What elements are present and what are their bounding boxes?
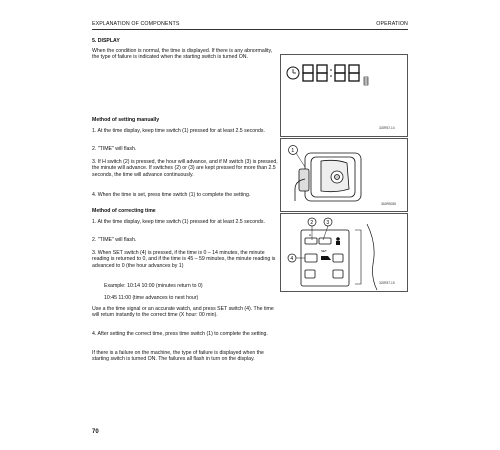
correcting-step-2: 2. "TIME" will flash. — [92, 237, 137, 243]
correcting-example-1: Example: 10:14 10:00 (minutes return to 0) — [104, 283, 203, 289]
callout-4-label: 4 — [290, 256, 294, 262]
section-intro: When the condition is normal, the time is displayed. If there is any abnormality, the type of failure is indicated when the starting switch is turned ON. — [92, 48, 273, 61]
set-switch-label: SET — [321, 249, 327, 253]
timer-switch-drawing — [281, 139, 407, 211]
clock-icon — [287, 67, 299, 79]
timer-switch-caption: 3A0R5035 — [381, 202, 397, 206]
callout-2-label: 2 — [310, 220, 314, 226]
correcting-step-1: 1. At the time display, keep time switch (1) pressed for at least 2.5 seconds. — [92, 219, 265, 225]
running-header-right: OPERATION — [376, 21, 408, 27]
cable-outline — [367, 224, 377, 290]
correcting-example-2: 10:45 11:00 (time advances to next hour) — [104, 295, 199, 301]
operator-icon — [336, 237, 340, 245]
h-switch-label: H — [309, 233, 312, 237]
header-rule — [92, 29, 408, 30]
display-panel-figure — [280, 54, 408, 137]
correction-panel-caption: 3J0R57-15 — [379, 281, 395, 285]
correcting-step-4: 4. After setting the correct time, press time switch (1) to complete the setting. — [92, 331, 268, 337]
manual-step-3: 3. If H switch (2) is pressed, the hour will advance, and if M switch (3) is pressed, the minute will advance. If switches (2) or (3) are kept pressed for more than 2.5 seconds, the time will advance continuously. — [92, 159, 278, 178]
running-header-left: EXPLANATION OF COMPONENTS — [92, 21, 180, 27]
manual-step-1: 1. At the time display, keep time switch (1) pressed for at least 2.5 seconds. — [92, 128, 265, 134]
bracket-outline — [355, 230, 361, 284]
failure-note: If there is a failure on the machine, the type of failure is displayed when the starting switch is turned ON. The failures all flash in turn on the display. — [92, 350, 264, 363]
switch-housing — [295, 153, 361, 201]
timer-switch-figure — [280, 138, 408, 212]
bar-gauge-icon — [364, 77, 368, 85]
correcting-step-3: 3. When SET switch (4) is pressed, if the time is 0 – 14 minutes, the minute reading is returned to 0, and if the time is 45 – 59 minutes, the minute reading is advanced to 0 (the hour advances by 1) — [92, 250, 276, 269]
manual-step-4: 4. When the time is set, press time switch (1) to complete the setting. — [92, 192, 251, 198]
correcting-set-note: Use a the time signal or an accurate watch, and press SET switch (4). The time will return instantly to the correct time (X hour: 00 min). — [92, 306, 274, 319]
correcting-heading: Method of correcting time — [92, 208, 156, 214]
display-panel-caption: 3J0R57-14 — [379, 126, 395, 130]
manual-setting-heading: Method of setting manually — [92, 117, 160, 123]
work-mode-icon — [321, 256, 331, 260]
display-panel-drawing — [281, 55, 407, 136]
correction-panel-drawing — [281, 214, 407, 291]
seven-segment-digits — [303, 65, 359, 81]
callout-3-label: 3 — [326, 220, 330, 226]
page-number: 70 — [92, 429, 99, 435]
correction-panel-figure — [280, 213, 408, 292]
section-title: 5. DISPLAY — [92, 38, 120, 44]
callout-1-label: 1 — [291, 148, 295, 154]
manual-step-2: 2. "TIME" will flash. — [92, 146, 137, 152]
